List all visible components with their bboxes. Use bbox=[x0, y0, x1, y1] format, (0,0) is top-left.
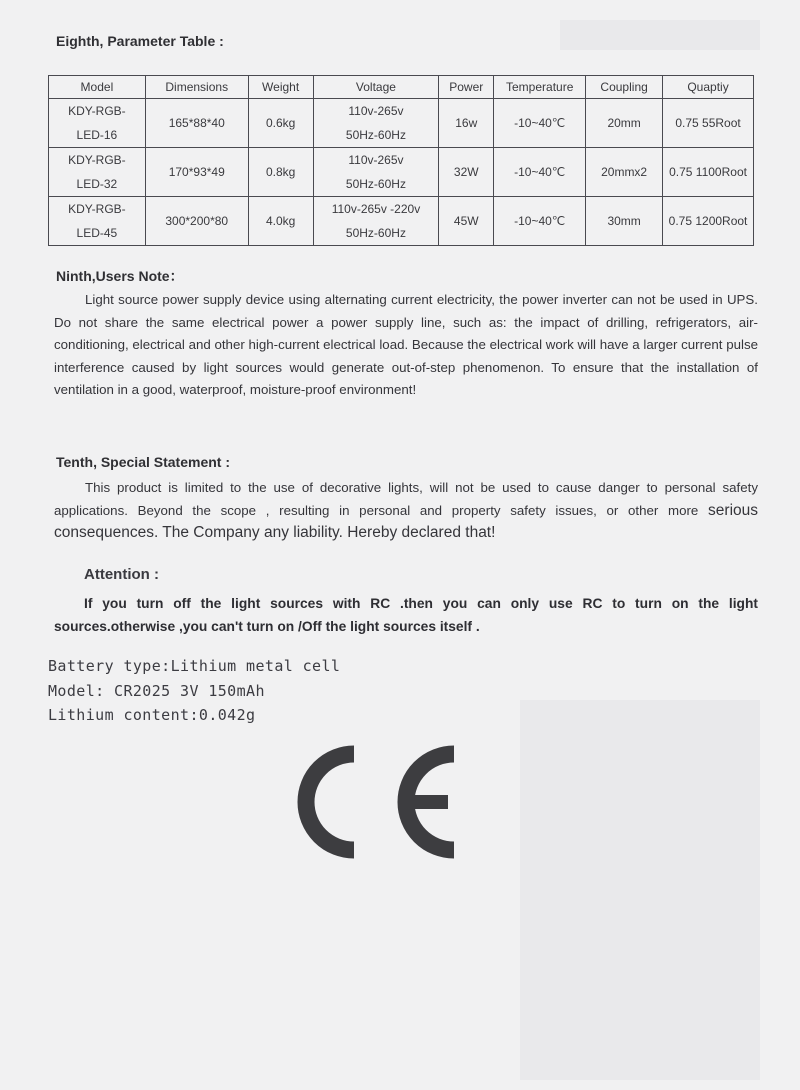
table-row bbox=[49, 148, 754, 197]
ce-letter-c bbox=[306, 754, 354, 850]
cell-power: 16w bbox=[439, 99, 494, 148]
cell-quantity: 0.75 55Root bbox=[663, 99, 754, 148]
column-header: Voltage bbox=[313, 76, 439, 99]
section-heading-tenth: Tenth, Special Statement : bbox=[56, 454, 230, 470]
cell-voltage bbox=[313, 148, 439, 197]
column-header: Model bbox=[49, 76, 146, 99]
bleed-through-shadow bbox=[560, 20, 760, 50]
cell-voltage bbox=[313, 197, 439, 246]
battery-info bbox=[48, 654, 340, 728]
attention-heading: Attention : bbox=[84, 566, 159, 583]
cell-temperature: -10~40℃ bbox=[494, 99, 586, 148]
column-header: Power bbox=[439, 76, 494, 99]
cell-weight: 4.0kg bbox=[248, 197, 313, 246]
column-header: Coupling bbox=[586, 76, 663, 99]
column-header: Temperature bbox=[494, 76, 586, 99]
voltage-line: 110v-265v bbox=[348, 104, 404, 118]
cell-model bbox=[49, 99, 146, 148]
cell-dimensions: 165*88*40 bbox=[145, 99, 248, 148]
attention-paragraph: If you turn off the light sources with RC .then you can only use RC to turn on the light sources.otherwise ,you can't turn on /Off the light sources itself . bbox=[54, 596, 758, 634]
ce-mark-icon bbox=[286, 744, 462, 860]
cell-voltage bbox=[313, 99, 439, 148]
model-line: KDY-RGB- bbox=[68, 104, 126, 118]
voltage-line: 50Hz-60Hz bbox=[345, 128, 406, 142]
model-line: LED-16 bbox=[76, 128, 118, 142]
table-header-row bbox=[49, 76, 754, 99]
parameter-table bbox=[48, 75, 754, 246]
cell-weight: 0.6kg bbox=[248, 99, 313, 148]
column-header: Weight bbox=[248, 76, 313, 99]
cell-temperature: -10~40℃ bbox=[494, 197, 586, 246]
section-heading-eighth: Eighth, Parameter Table : bbox=[56, 33, 224, 49]
table-row bbox=[49, 197, 754, 246]
cell-coupling: 20mm bbox=[586, 99, 663, 148]
cell-power: 45W bbox=[439, 197, 494, 246]
cell-quantity: 0.75 1200Root bbox=[663, 197, 754, 246]
cell-coupling: 20mmx2 bbox=[586, 148, 663, 197]
model-line: LED-32 bbox=[76, 177, 118, 191]
voltage-line: 110v-265v -220v bbox=[331, 202, 421, 216]
cell-coupling: 30mm bbox=[586, 197, 663, 246]
column-header: Dimensions bbox=[145, 76, 248, 99]
cell-quantity: 0.75 1100Root bbox=[663, 148, 754, 197]
cell-dimensions: 170*93*49 bbox=[145, 148, 248, 197]
cell-temperature: -10~40℃ bbox=[494, 148, 586, 197]
model-line: KDY-RGB- bbox=[68, 202, 126, 216]
model-line: LED-45 bbox=[76, 226, 118, 240]
voltage-line: 110v-265v bbox=[348, 153, 404, 167]
special-statement-paragraph bbox=[54, 477, 758, 545]
voltage-line: 50Hz-60Hz bbox=[345, 177, 406, 191]
statement-text-large: serious consequences. The Company any liability. Hereby declared that! bbox=[54, 501, 758, 541]
cell-power: 32W bbox=[439, 148, 494, 197]
users-note-paragraph: Light source power supply device using alternating current electricity, the power inverter can not be used in UPS. Do not share the same electrical power a power supply line, such as: the impact of drilling, refrigerators, air-conditioning, electrical and other high-current electrical load. Because the electrical work will have a larger current pulse interference caused by light sources would generate out-of-step phenomenon. To ensure that the installation of ventilation in a good, waterproof, moisture-proof environment! bbox=[54, 292, 758, 397]
cell-model bbox=[49, 148, 146, 197]
battery-model: Model: CR2025 3V 150mAh bbox=[48, 681, 265, 700]
cell-model bbox=[49, 197, 146, 246]
statement-text: This product is limited to the use of decorative lights, will not be used to cause danger to personal safety applications. Beyond the scope , resulting in personal and property safety issues, or other more bbox=[54, 480, 758, 518]
battery-type: Battery type:Lithium metal cell bbox=[48, 657, 341, 675]
bleed-through-shadow bbox=[520, 700, 760, 1080]
voltage-line: 50Hz-60Hz bbox=[345, 226, 406, 240]
cell-dimensions: 300*200*80 bbox=[145, 197, 248, 246]
section-heading-ninth: Ninth,Users Note： bbox=[56, 268, 184, 284]
column-header: Quaptiy bbox=[663, 76, 754, 99]
table-row bbox=[49, 99, 754, 148]
lithium-content: Lithium content:0.042g bbox=[48, 706, 256, 724]
model-line: KDY-RGB- bbox=[68, 153, 126, 167]
cell-weight: 0.8kg bbox=[248, 148, 313, 197]
